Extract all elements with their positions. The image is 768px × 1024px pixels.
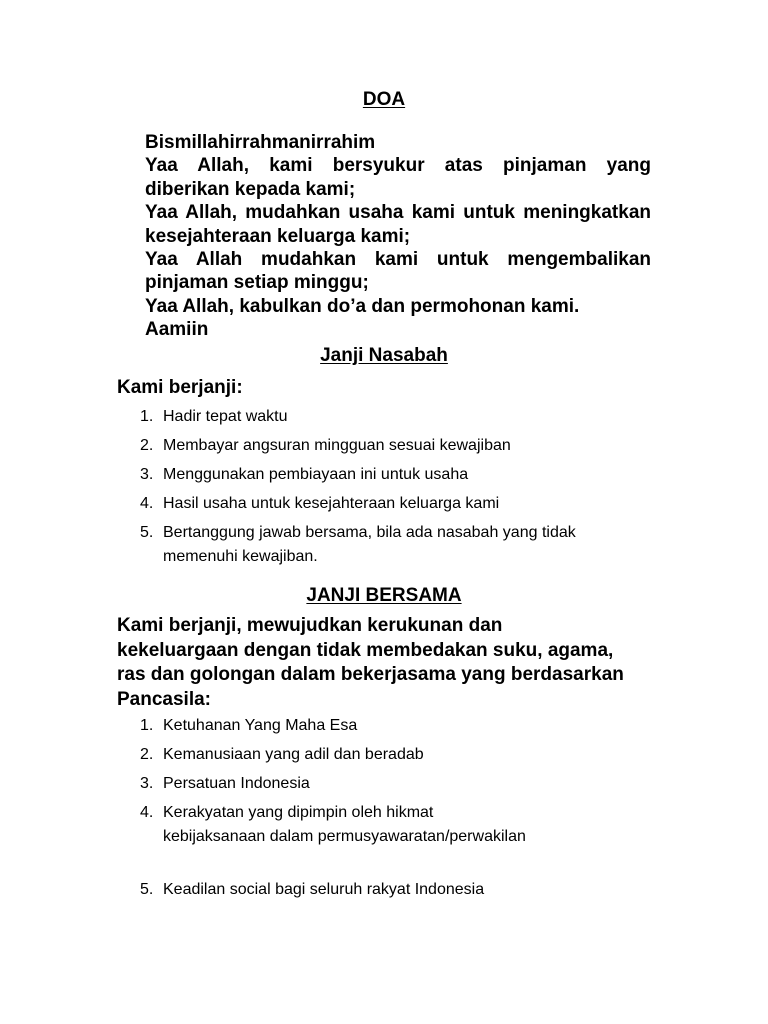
list-text: Keadilan social bagi seluruh rakyat Indonesia	[163, 881, 485, 898]
list-item	[140, 801, 540, 849]
list-number: 1.	[140, 717, 154, 734]
list-number: 5.	[140, 881, 154, 898]
list-item	[140, 878, 660, 902]
doa-line: Yaa Allah, kami bersyukur atas pinjaman yang diberikan kepada kami;	[145, 155, 651, 200]
list-item	[140, 492, 660, 516]
doa-line: Yaa Allah mudahkan kami untuk mengembalikan pinjaman setiap minggu;	[145, 249, 651, 294]
list-number: 2.	[140, 746, 154, 763]
list-item	[140, 772, 660, 796]
list-text: Persatuan Indonesia	[163, 775, 310, 792]
list-item	[140, 521, 625, 569]
list-text: Menggunakan pembiayaan ini untuk usaha	[163, 466, 469, 483]
list-text: Kerakyatan yang dipimpin oleh hikmat kebijaksanaan dalam permusyawaratan/perwakilan	[163, 804, 526, 845]
list-item	[140, 463, 660, 487]
list-text: Hasil usaha untuk kesejahteraan keluarga kami	[163, 495, 500, 512]
list-text: Bertanggung jawab bersama, bila ada nasabah yang tidak memenuhi kewajiban.	[163, 524, 576, 565]
doa-line: Yaa Allah, kabulkan do’a dan permohonan kami.	[145, 295, 580, 317]
janji-bersama-title: JANJI BERSAMA	[306, 585, 462, 606]
doa-prayer-block	[145, 131, 651, 342]
list-number: 3.	[140, 466, 154, 483]
janji-bersama-intro: Kami berjanji, mewujudkan kerukunan dan kekeluargaan dengan tidak membedakan suku, agama, ras dan golongan dalam bekerjasama yang berdasarkan Pancasila:	[117, 615, 624, 710]
doa-line: Yaa Allah, mudahkan usaha kami untuk meningkatkan kesejahteraan keluarga kami;	[145, 202, 651, 247]
list-text: Kemanusiaan yang adil dan beradab	[163, 746, 424, 763]
list-number: 3.	[140, 775, 154, 792]
doa-line: Aamiin	[145, 319, 209, 341]
list-item	[140, 743, 660, 767]
list-text: Hadir tepat waktu	[163, 408, 288, 425]
doa-line: Bismillahirrahmanirrahim	[145, 132, 376, 153]
list-number: 4.	[140, 495, 154, 512]
list-text: Membayar angsuran mingguan sesuai kewajiban	[163, 437, 511, 454]
list-item	[140, 434, 660, 458]
janji-nasabah-intro: Kami berjanji:	[117, 377, 243, 398]
list-text: Ketuhanan Yang Maha Esa	[163, 717, 358, 734]
doa-title: DOA	[362, 89, 406, 110]
janji-nasabah-title: Janji Nasabah	[320, 345, 448, 366]
list-number: 2.	[140, 437, 154, 454]
list-number: 5.	[140, 524, 154, 541]
list-item	[140, 714, 660, 738]
list-item	[140, 405, 660, 429]
list-number: 4.	[140, 804, 154, 821]
list-number: 1.	[140, 408, 154, 425]
